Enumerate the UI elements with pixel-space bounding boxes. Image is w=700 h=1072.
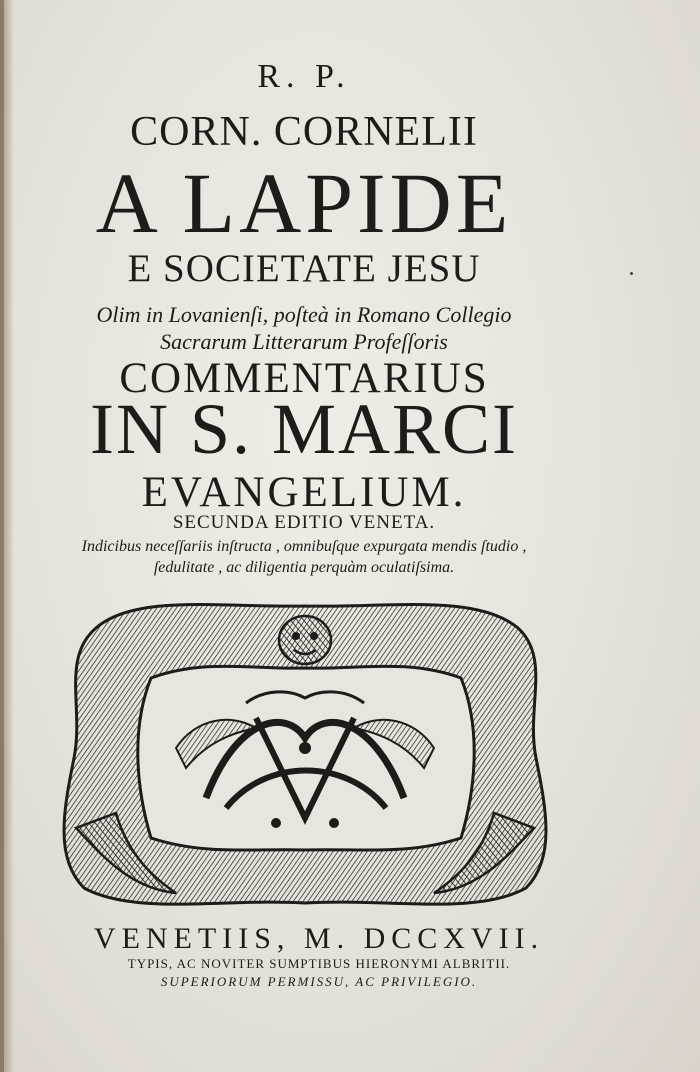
work-subject-title: IN S. MARCI <box>89 389 519 469</box>
edition-note-line-1: Indicibus neceſſariis inſtructa , omnibuſque expurgata mendis ſtudio , <box>81 538 527 555</box>
edition-statement: SECUNDA EDITIO VENETA. <box>172 512 436 533</box>
author-position-line-2: Sacrarum Litterarum Profeſſoris <box>160 329 448 354</box>
author-name: CORN. CORNELII <box>130 109 478 155</box>
ink-speck <box>630 272 633 275</box>
work-subject-title-2: EVANGELIUM. <box>141 469 467 516</box>
imprint-printer: TYPIS, AC NOVITER SUMPTIBUS HIERONYMI ALBRITII. <box>127 956 511 971</box>
reverend-father-heading: R. P. <box>257 58 351 95</box>
title-page <box>4 0 700 1072</box>
edition-note-line-2: ſedulitate , ac diligentia perquàm oculatiſsima. <box>153 559 455 576</box>
printers-ornament-woodcut-icon <box>56 598 554 910</box>
imprint-privilege: SUPERIORUM PERMISSU, AC PRIVILEGIO. <box>160 974 478 989</box>
imprint-place-date: VENETIIS, M. DCCXVII. <box>93 922 545 955</box>
society-line: E SOCIETATE JESU <box>127 247 481 290</box>
author-surname: A LAPIDE <box>95 155 513 251</box>
work-type-title: COMMENTARIUS <box>119 355 489 402</box>
author-position-line-1: Olim in Lovanienſi, poſteà in Romano Collegio <box>96 302 512 327</box>
